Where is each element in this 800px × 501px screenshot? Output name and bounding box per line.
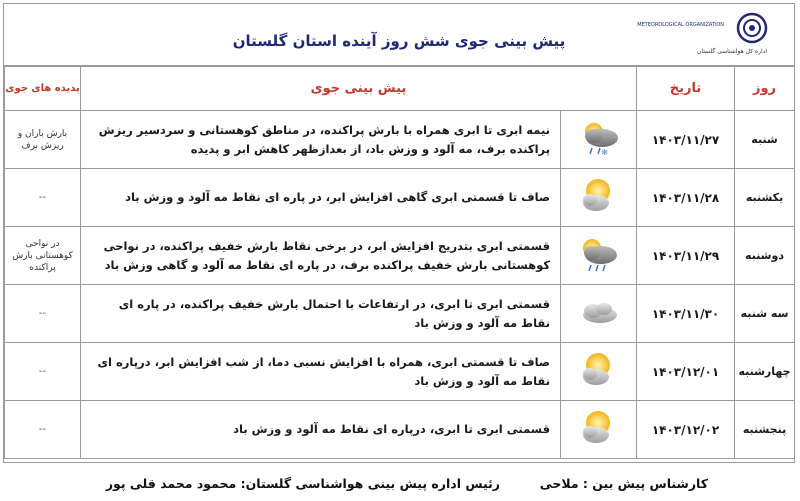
header-date: تاریخ bbox=[637, 67, 735, 111]
header-hazard: پدیده های جوی bbox=[5, 67, 81, 111]
table-header-row bbox=[5, 67, 795, 111]
row-date: ۱۴۰۳/۱۱/۳۰ bbox=[637, 285, 735, 343]
row-hazard: در نواحی کوهستانی بارش پراکنده bbox=[5, 227, 81, 285]
row-hazard: -- bbox=[5, 169, 81, 227]
sheet-footer bbox=[0, 470, 800, 498]
rain-icon bbox=[561, 227, 637, 285]
row-date: ۱۴۰۳/۱۲/۰۲ bbox=[637, 401, 735, 459]
partly-cloudy-icon bbox=[561, 343, 637, 401]
header-forecast: پیش بینی جوی bbox=[81, 67, 637, 111]
row-hazard: بارش باران و ریزش برف bbox=[5, 111, 81, 169]
row-forecast: قسمتی ابری تا ابری، درپاره ای نقاط مه آلود و وزش باد bbox=[81, 401, 561, 459]
row-forecast: قسمتی ابری تا ابری، در ارتفاعات با احتمال بارش خفیف پراکنده، در پاره ای نقاط مه آلود و وزش باد bbox=[81, 285, 561, 343]
table-row bbox=[5, 111, 795, 169]
logo-brand: METEOROLOGICAL ORGANIZATION bbox=[637, 22, 724, 28]
row-forecast: صاف تا قسمتی ابری، همراه با افزایش نسبی دما، از شب افزایش ابر، درپاره ای نقاط مه آلود و وزش باد bbox=[81, 343, 561, 401]
row-hazard: -- bbox=[5, 401, 81, 459]
meteorology-logo bbox=[637, 10, 780, 60]
sheet-header bbox=[4, 4, 794, 66]
row-day: یکشنبه bbox=[735, 169, 795, 227]
table-row bbox=[5, 227, 795, 285]
row-forecast: نیمه ابری تا ابری همراه با بارش پراکنده، در مناطق کوهستانی و سردسیر ریزش پراکنده برف، مه آلود و وزش باد، از بعدازظهر کاهش ابر و پدیده bbox=[81, 111, 561, 169]
row-day: پنجشنبه bbox=[735, 401, 795, 459]
page-title: پیش بینی جوی شش روز آینده استان گلستان bbox=[232, 32, 566, 50]
row-date: ۱۴۰۳/۱۱/۲۸ bbox=[637, 169, 735, 227]
partly-cloudy-icon bbox=[561, 401, 637, 459]
header-day: روز bbox=[735, 67, 795, 111]
table-row bbox=[5, 285, 795, 343]
logo-caption: اداره کل هواشناسی گلستان bbox=[696, 48, 768, 55]
svg-text:✻: ✻ bbox=[600, 147, 608, 157]
row-hazard: -- bbox=[5, 343, 81, 401]
row-day: سه شنبه bbox=[735, 285, 795, 343]
row-day: شنبه bbox=[735, 111, 795, 169]
cloudy-icon bbox=[561, 285, 637, 343]
head-signature: رئیس اداره پیش بینی هواشناسی گلستان: محمود محمد قلی پور bbox=[105, 476, 500, 491]
row-hazard: -- bbox=[5, 285, 81, 343]
forecast-sheet bbox=[3, 3, 795, 463]
row-date: ۱۴۰۳/۱۱/۲۹ bbox=[637, 227, 735, 285]
logo-emblem-icon bbox=[738, 14, 766, 42]
row-forecast: قسمتی ابری بتدریج افزایش ابر، در برخی نقاط بارش خفیف پراکنده، در نواحی کوهستانی بارش خفیف پراکنده برف، در پاره ای نقاط مه آلود و گاهی وزش باد bbox=[81, 227, 561, 285]
forecaster-signature: کارشناس پیش بین : ملاحی bbox=[539, 476, 708, 491]
table-row bbox=[5, 343, 795, 401]
row-day: دوشنبه bbox=[735, 227, 795, 285]
row-day: چهارشنبه bbox=[735, 343, 795, 401]
partly-cloudy-icon bbox=[561, 169, 637, 227]
rain-snow-icon bbox=[561, 111, 637, 169]
row-date: ۱۴۰۳/۱۲/۰۱ bbox=[637, 343, 735, 401]
table-row bbox=[5, 401, 795, 459]
forecast-table bbox=[4, 66, 795, 459]
table-row bbox=[5, 169, 795, 227]
row-date: ۱۴۰۳/۱۱/۲۷ bbox=[637, 111, 735, 169]
row-forecast: صاف تا قسمتی ابری گاهی افزایش ابر، در پاره ای نقاط مه آلود و وزش باد bbox=[81, 169, 561, 227]
